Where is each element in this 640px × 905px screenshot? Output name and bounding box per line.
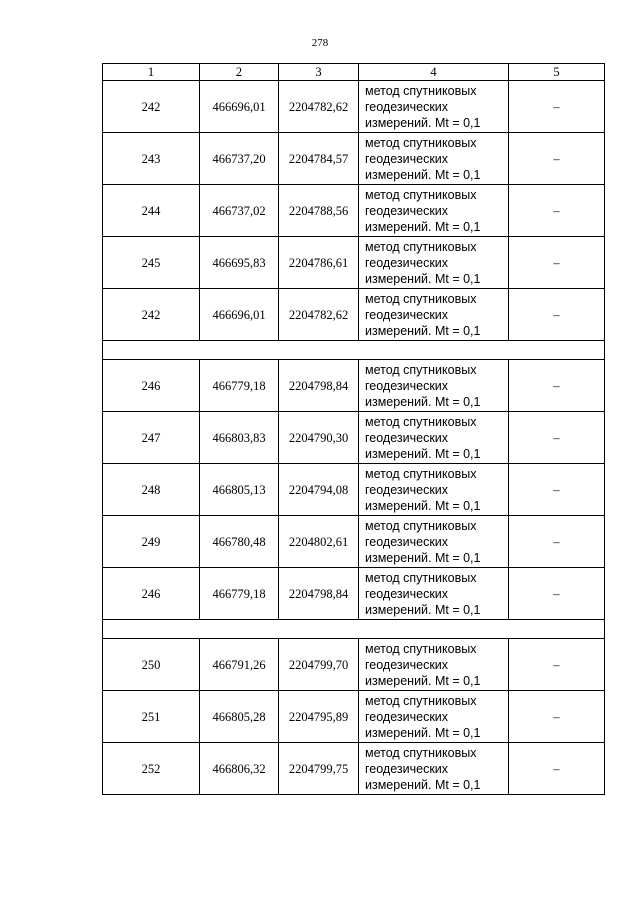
table-row bbox=[103, 360, 605, 412]
method-cell bbox=[359, 237, 509, 289]
method-line: измерений. Mt = 0,1 bbox=[365, 673, 481, 688]
method-line: геодезических bbox=[365, 203, 449, 218]
notes-cell: – bbox=[509, 360, 605, 412]
group-separator-row bbox=[103, 341, 605, 360]
x-coordinate-cell: 466806,32 bbox=[200, 743, 279, 795]
point-number-cell: 251 bbox=[103, 691, 200, 743]
x-coordinate-cell: 466696,01 bbox=[200, 81, 279, 133]
method-line: измерений. Mt = 0,1 bbox=[365, 550, 481, 565]
table-row bbox=[103, 516, 605, 568]
x-coordinate-cell: 466696,01 bbox=[200, 289, 279, 341]
notes-cell: – bbox=[509, 639, 605, 691]
method-cell bbox=[359, 289, 509, 341]
point-number-cell: 248 bbox=[103, 464, 200, 516]
method-line: метод спутниковых bbox=[365, 466, 477, 481]
method-line: измерений. Mt = 0,1 bbox=[365, 167, 481, 182]
method-cell bbox=[359, 81, 509, 133]
method-cell bbox=[359, 568, 509, 620]
method-line: метод спутниковых bbox=[365, 291, 477, 306]
notes-cell: – bbox=[509, 691, 605, 743]
notes-cell: – bbox=[509, 568, 605, 620]
x-coordinate-cell: 466737,02 bbox=[200, 185, 279, 237]
method-cell bbox=[359, 185, 509, 237]
table-row bbox=[103, 237, 605, 289]
y-coordinate-cell: 2204795,89 bbox=[279, 691, 359, 743]
table-row bbox=[103, 133, 605, 185]
method-line: метод спутниковых bbox=[365, 745, 477, 760]
notes-cell: – bbox=[509, 81, 605, 133]
point-number-cell: 246 bbox=[103, 568, 200, 620]
method-line: геодезических bbox=[365, 709, 449, 724]
x-coordinate-cell: 466695,83 bbox=[200, 237, 279, 289]
method-line: геодезических bbox=[365, 534, 449, 549]
point-number-cell: 249 bbox=[103, 516, 200, 568]
coordinates-table-body bbox=[103, 64, 605, 795]
point-number-cell: 247 bbox=[103, 412, 200, 464]
page-number: 278 bbox=[311, 37, 329, 49]
notes-cell: – bbox=[509, 133, 605, 185]
x-coordinate-cell: 466780,48 bbox=[200, 516, 279, 568]
table-row bbox=[103, 639, 605, 691]
x-coordinate-cell: 466779,18 bbox=[200, 568, 279, 620]
method-line: геодезических bbox=[365, 586, 449, 601]
method-line: метод спутниковых bbox=[365, 414, 477, 429]
method-line: геодезических bbox=[365, 482, 449, 497]
method-cell bbox=[359, 639, 509, 691]
table-row bbox=[103, 412, 605, 464]
method-line: геодезических bbox=[365, 255, 449, 270]
point-number-cell: 246 bbox=[103, 360, 200, 412]
table-row bbox=[103, 568, 605, 620]
table-row bbox=[103, 289, 605, 341]
notes-cell: – bbox=[509, 185, 605, 237]
table-row bbox=[103, 743, 605, 795]
method-cell bbox=[359, 743, 509, 795]
y-coordinate-cell: 2204799,75 bbox=[279, 743, 359, 795]
method-cell bbox=[359, 360, 509, 412]
method-line: измерений. Mt = 0,1 bbox=[365, 725, 481, 740]
x-coordinate-cell: 466791,26 bbox=[200, 639, 279, 691]
method-line: измерений. Mt = 0,1 bbox=[365, 219, 481, 234]
y-coordinate-cell: 2204794,08 bbox=[279, 464, 359, 516]
group-separator-row bbox=[103, 620, 605, 639]
table-row bbox=[103, 81, 605, 133]
x-coordinate-cell: 466805,28 bbox=[200, 691, 279, 743]
coordinates-table bbox=[102, 63, 605, 795]
y-coordinate-cell: 2204799,70 bbox=[279, 639, 359, 691]
method-line: метод спутниковых bbox=[365, 570, 477, 585]
method-line: геодезических bbox=[365, 378, 449, 393]
point-number-cell: 242 bbox=[103, 81, 200, 133]
point-number-cell: 244 bbox=[103, 185, 200, 237]
point-number-cell: 250 bbox=[103, 639, 200, 691]
method-line: метод спутниковых bbox=[365, 187, 477, 202]
table-row bbox=[103, 464, 605, 516]
method-line: метод спутниковых bbox=[365, 135, 477, 150]
notes-cell: – bbox=[509, 516, 605, 568]
notes-cell: – bbox=[509, 743, 605, 795]
table-row bbox=[103, 185, 605, 237]
method-line: измерений. Mt = 0,1 bbox=[365, 115, 481, 130]
y-coordinate-cell: 2204802,61 bbox=[279, 516, 359, 568]
x-coordinate-cell: 466805,13 bbox=[200, 464, 279, 516]
method-line: метод спутниковых bbox=[365, 239, 477, 254]
point-number-cell: 243 bbox=[103, 133, 200, 185]
method-line: геодезических bbox=[365, 430, 449, 445]
header-cell: 1 bbox=[103, 64, 200, 81]
notes-cell: – bbox=[509, 464, 605, 516]
y-coordinate-cell: 2204798,84 bbox=[279, 360, 359, 412]
method-line: измерений. Mt = 0,1 bbox=[365, 777, 481, 792]
method-cell bbox=[359, 412, 509, 464]
y-coordinate-cell: 2204784,57 bbox=[279, 133, 359, 185]
method-line: метод спутниковых bbox=[365, 693, 477, 708]
header-row bbox=[103, 64, 605, 81]
method-line: метод спутниковых bbox=[365, 362, 477, 377]
notes-cell: – bbox=[509, 412, 605, 464]
method-cell bbox=[359, 516, 509, 568]
method-line: измерений. Mt = 0,1 bbox=[365, 323, 481, 338]
method-line: измерений. Mt = 0,1 bbox=[365, 498, 481, 513]
separator-cell bbox=[103, 620, 605, 639]
y-coordinate-cell: 2204788,56 bbox=[279, 185, 359, 237]
method-line: метод спутниковых bbox=[365, 83, 477, 98]
y-coordinate-cell: 2204782,62 bbox=[279, 289, 359, 341]
method-line: измерений. Mt = 0,1 bbox=[365, 602, 481, 617]
y-coordinate-cell: 2204790,30 bbox=[279, 412, 359, 464]
method-line: измерений. Mt = 0,1 bbox=[365, 446, 481, 461]
x-coordinate-cell: 466737,20 bbox=[200, 133, 279, 185]
notes-cell: – bbox=[509, 289, 605, 341]
method-line: геодезических bbox=[365, 99, 449, 114]
y-coordinate-cell: 2204798,84 bbox=[279, 568, 359, 620]
method-cell bbox=[359, 464, 509, 516]
table-row bbox=[103, 691, 605, 743]
method-line: геодезических bbox=[365, 761, 449, 776]
method-cell bbox=[359, 133, 509, 185]
separator-cell bbox=[103, 341, 605, 360]
y-coordinate-cell: 2204782,62 bbox=[279, 81, 359, 133]
method-line: измерений. Mt = 0,1 bbox=[365, 394, 481, 409]
method-line: геодезических bbox=[365, 657, 449, 672]
header-cell: 5 bbox=[509, 64, 605, 81]
x-coordinate-cell: 466803,83 bbox=[200, 412, 279, 464]
method-line: измерений. Mt = 0,1 bbox=[365, 271, 481, 286]
method-line: геодезических bbox=[365, 307, 449, 322]
point-number-cell: 242 bbox=[103, 289, 200, 341]
notes-cell: – bbox=[509, 237, 605, 289]
y-coordinate-cell: 2204786,61 bbox=[279, 237, 359, 289]
method-cell bbox=[359, 691, 509, 743]
method-line: геодезических bbox=[365, 151, 449, 166]
header-cell: 3 bbox=[279, 64, 359, 81]
method-line: метод спутниковых bbox=[365, 641, 477, 656]
point-number-cell: 245 bbox=[103, 237, 200, 289]
x-coordinate-cell: 466779,18 bbox=[200, 360, 279, 412]
point-number-cell: 252 bbox=[103, 743, 200, 795]
method-line: метод спутниковых bbox=[365, 518, 477, 533]
header-cell: 4 bbox=[359, 64, 509, 81]
header-cell: 2 bbox=[200, 64, 279, 81]
